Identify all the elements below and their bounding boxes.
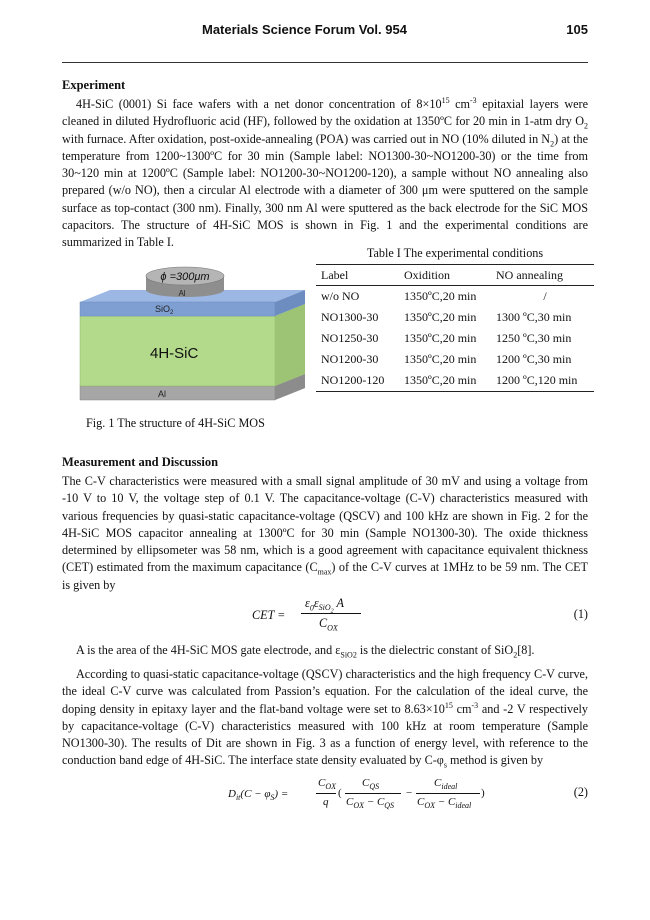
eq1-number: (1) — [573, 607, 588, 621]
column-header: Oxidition — [399, 265, 491, 286]
eq2-frac1-bar — [316, 793, 336, 794]
table-cell: / — [543, 289, 547, 303]
eq2-frac3-den: $C_{OX} - C_{ideal}$ — [417, 796, 472, 811]
eq2-frac1-num: $C_{OX}$ — [318, 777, 337, 792]
figure-1-caption: Fig. 1 The structure of 4H-SiC MOS — [86, 416, 265, 430]
oxide-label: SiO$_2$ — [155, 304, 174, 316]
table-cell: 1300 ºC,30 min — [496, 310, 572, 324]
table-cell: 1350ºC,20 min — [404, 331, 477, 345]
table-caption: Table I The experimental conditions — [366, 246, 544, 260]
table-cell: NO1250-30 — [321, 331, 379, 345]
eq2-number: (2) — [573, 785, 588, 799]
eq2-frac2-den: $C_{OX} - C_{QS}$ — [346, 796, 395, 811]
eq2-paren-open: ( — [338, 787, 342, 799]
table-cell: 1350ºC,20 min — [404, 310, 477, 324]
eq2-frac3-bar — [416, 793, 480, 794]
measurement-paragraph-3: According to quasi-static capacitance-voltage (QSCV) characteristics and the high frequency C-V curve, the ideal C-V curve was calculated from Passion’s equation. For the calculation of the ideal curve, the doping density in epitaxy layer and the flat-band voltage were set to $8.63\times 10^{15}$ $cm^{-3}$ and -2 V respectively by capacitance-voltage (C-V) characteristics measured with 100 kHz at room temperature (Sample NO1300-30). The results of Dit are shown in Fig. 3 as a function of energy level, with reference to the conduction band edge of 4H-SiC. The interface state density evaluated by $C-\varphi_s$ method is given by — [62, 667, 588, 770]
table-cell: w/o NO — [321, 289, 360, 303]
eq1-lhs: CET = — [252, 608, 286, 622]
table-cell: 1200 ºC,120 min — [491, 370, 594, 392]
table-cell: 1350ºC,20 min — [404, 352, 477, 366]
eq2-lhs: $D_{it}(C - \varphi_S)$ = — [228, 788, 289, 803]
eq2-frac1-den: q — [323, 796, 329, 808]
table-cell: 1250 ºC,30 min — [496, 331, 572, 345]
eq1-fraction-bar — [301, 613, 361, 614]
eq2-frac3-num: $C_{ideal}$ — [434, 777, 458, 792]
table-cell: NO1200-120 — [316, 370, 399, 392]
eq2-frac2-num: $C_{QS}$ — [362, 777, 380, 792]
page-number: 105 — [566, 22, 588, 37]
conditions-table-block — [316, 244, 594, 392]
table-cell: 1350ºC,20 min — [404, 289, 477, 303]
table-row — [316, 307, 594, 328]
measurement-paragraph-1: The C-V characteristics were measured with a small signal amplitude of 30 mV and using a voltage from -10 V to 10 V, the voltage step of 0.1 V. The capacitance-voltage (C-V) characteristics measured with various frequencies by quasi-static capacitance-voltage (QSCV) and 100 kHz are shown in Fig. 2 for the 4H-SiC MOS capacitor annealing at 1300ºC for 30 min (Sample NO1300-30). The oxide thickness determined by ellipsometer was 58 nm, which is a good agreement with capacitance equivalent thickness (CET) estimated from the maximum capacitance $(C_{max})$ of the C-V curves at 1MHz to be 59 nm. The CET is given by — [62, 474, 588, 592]
column-header: NO annealing — [491, 265, 594, 286]
electrode-diameter-label: ϕ =300μm — [160, 271, 210, 283]
table-row — [316, 328, 594, 349]
top-al-label: Al — [178, 289, 186, 298]
table-row — [316, 370, 594, 392]
bottom-al-label: Al — [158, 389, 167, 399]
table-cell: 1200 ºC,30 min — [496, 352, 572, 366]
eq1-denominator: $C_{OX}$ — [319, 616, 338, 633]
journal-title: Materials Science Forum Vol. 954 — [202, 22, 407, 37]
table-cell: NO1300-30 — [321, 310, 379, 324]
experiment-paragraph: 4H-SiC (0001) Si face wafers with a net donor concentration of $8\times 10^{15}$ $cm^{-3}$ epitaxial layers were cleaned in diluted Hydrofluoric acid (HF), followed by the oxidation at 1350ºC for 20 min in 1-atm dry $O_2$ with furnace. After oxidation, post-oxide-annealing (POA) was carried out in NO (10% diluted in $N_2$) at the temperature from 1200~1300ºC for 30 min (Sample label: NO1300-30~NO1200-30) or the time from 30~120 min at 1200ºC (Sample label: NO1200-30~NO1200-120), a sample without NO annealing also prepared (w/o NO), then a circular Al electrode with a diameter of 300 μm were sputtered on the sample surface as top-contact (300 nm). Finally, 300 nm Al were sputtered as the back electrode for the SiC MOS capacitors. The structure of 4H-SiC MOS is shown in Fig. 1 and the experimental conditions are summarized in Table I. — [62, 95, 588, 250]
substrate-label: 4H-SiC — [150, 345, 199, 362]
column-header: Label — [316, 265, 399, 286]
running-header — [62, 22, 588, 42]
table-row — [316, 349, 594, 370]
section-title-measurement: Measurement and Discussion — [62, 455, 219, 469]
eq1-numerator: $\varepsilon_0\varepsilon_{SiO_2}$ A — [305, 596, 344, 616]
table-header-row — [316, 265, 594, 286]
conditions-table — [316, 264, 594, 392]
mos-structure-figure — [70, 256, 310, 406]
table-cell: 1350ºC,20 min — [399, 370, 491, 392]
eq2-minus: − — [406, 787, 413, 799]
measurement-paragraph-2: A is the area of the 4H-SiC MOS gate electrode, and $\varepsilon_{SiO2}$ is the dielectric constant of SiO$_2$[8]. — [76, 643, 535, 660]
eq2-paren-close: ) — [481, 787, 485, 799]
eq2-frac2-bar — [345, 793, 401, 794]
header-rule — [62, 62, 588, 63]
section-title-experiment: Experiment — [62, 78, 126, 92]
table-cell: NO1200-30 — [321, 352, 379, 366]
table-row — [316, 286, 594, 308]
